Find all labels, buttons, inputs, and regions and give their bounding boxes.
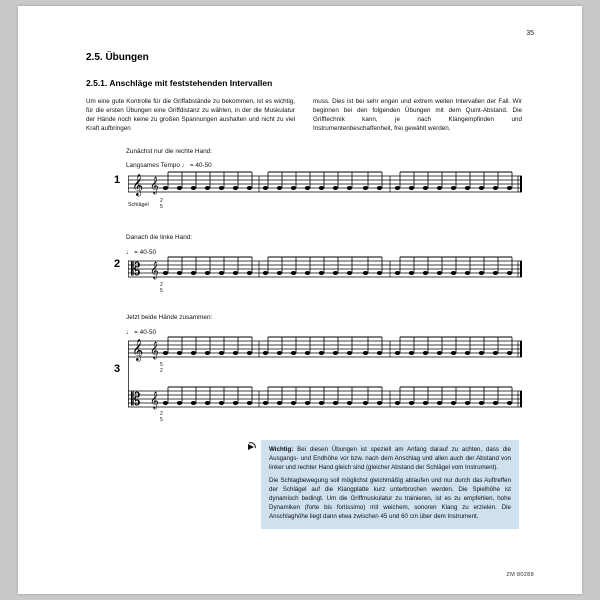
exercise-3-tempo: ♩ = 40-50 <box>126 329 157 336</box>
svg-text:𝄡: 𝄡 <box>131 260 141 280</box>
svg-text:𝄞: 𝄞 <box>150 391 159 409</box>
exercise-3-grand-staff <box>128 333 522 430</box>
fingering-digit: 2 <box>160 367 163 374</box>
fingering-digit: 5 <box>160 416 163 423</box>
exercise-3-fingering-bottom <box>160 412 163 424</box>
exercise-1-tempo: Langsames Tempo ♩ = 40-50 <box>126 162 212 169</box>
note-paragraph-1 <box>269 446 511 473</box>
svg-text:𝄡: 𝄡 <box>131 390 141 410</box>
body-columns <box>86 98 522 134</box>
exercise-2-number: 2 <box>114 258 121 270</box>
body-column-left: Um eine gute Kontrolle für die Griffabstände zu bekommen, ist es wichtig, für die ersten Übungen eine Griffdistanz zu wählen, in der die Muskulatur der Hände noch keine zu großen Spannungen aushalten und nicht zu viel Kraft aufbringen <box>86 98 295 132</box>
exercise-2-caption: Danach die linke Hand: <box>126 234 193 241</box>
fingering-digit: 5 <box>160 203 163 210</box>
svg-text:𝄞: 𝄞 <box>150 176 159 194</box>
subsection-heading: 2.5.1. Anschläge mit feststehenden Intervallen <box>86 78 273 88</box>
exercise-1-fingering <box>160 199 163 211</box>
body-column-right: muss. Dies ist bei sehr engen und extrem weiten Intervallen der Fall. Wir beginnen bei den folgenden Übungen mit dem Quint-Abstand. Die Grifftechnik kann, je nach Klangempfinden und Instrumentenbeschaffenheit, frei gewählt werden. <box>313 98 522 132</box>
section-heading: 2.5. Übungen <box>86 52 149 63</box>
exercise-3-number: 3 <box>114 363 121 375</box>
exercise-3-fingering-top <box>160 363 163 375</box>
exercise-3-caption: Jetzt beide Hände zusammen: <box>126 314 213 321</box>
footer-code: ZM 80288 <box>506 572 534 578</box>
exercise-2-staff <box>128 253 522 296</box>
exercise-1-caption: Zunächst nur die rechte Hand: <box>126 148 212 155</box>
fingering-digit: 2 <box>160 282 163 288</box>
document-page <box>18 6 582 594</box>
exercise-2-tempo: ♩ = 40-50 <box>126 249 157 256</box>
svg-text:𝄞: 𝄞 <box>150 261 159 279</box>
exercise-2-fingering <box>160 283 163 295</box>
fingering-digit: 5 <box>160 362 163 368</box>
page-number: 35 <box>526 30 534 37</box>
fingering-digit: 2 <box>160 198 163 204</box>
pointing-hand-icon <box>241 440 257 452</box>
fingering-digit: 5 <box>160 287 163 294</box>
note-paragraph-2: Die Schlagbewegung soll möglichst gleichmäßig ablaufen und nur durch das Auftreffen der Schlägel auf die Klangplatte kurz unterbrochen werden. Die Spielhöhe ist dynamisch bedingt. Um die Griffmuskulatur zu trainieren, ist es zu empfehlen, hohe Dynamiken (forte bis fortissimo) mit weichem, sonoren Klang zu erzielen. Die Anschlaghöhe liegt dann etwa zwischen 45 und 60 cm über dem Instrument. <box>269 476 511 520</box>
svg-text:𝄞: 𝄞 <box>132 339 144 361</box>
svg-text:𝄞: 𝄞 <box>150 341 159 359</box>
note-text-1: Bei diesen Übungen ist speziell am Anfang darauf zu achten, dass die Ausgangs- und Endhöhe vor bzw. nach dem Anschlag und allen auch der Abstand von linker und rechter Hand gleich sind (gleicher Abstand der Schlägel vom Instrument). <box>269 446 511 471</box>
fingering-digit: 2 <box>160 411 163 417</box>
exercise-1-stick-label: Schlägel <box>128 202 149 208</box>
exercise-1-staff <box>128 168 522 211</box>
svg-text:𝄞: 𝄞 <box>132 174 144 196</box>
note-lead-label: Wichtig: <box>269 446 294 453</box>
important-note-box <box>261 440 519 529</box>
exercise-1-number: 1 <box>114 174 121 186</box>
